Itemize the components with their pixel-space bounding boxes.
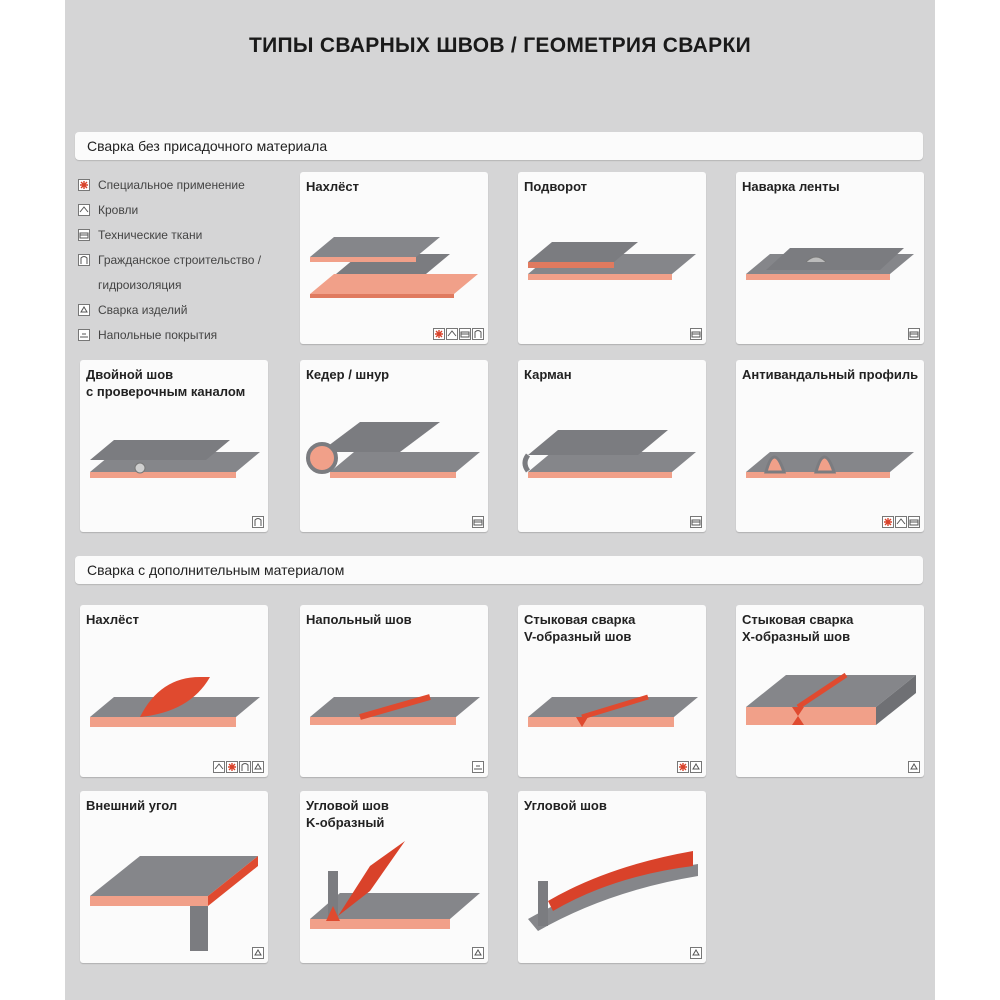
product-icon	[78, 304, 90, 316]
fabric-icon	[78, 229, 90, 241]
card-label: Напольный шов	[306, 612, 412, 627]
application-icons	[690, 328, 702, 340]
card-label: Стыковая сварка X-образный шов	[742, 612, 854, 644]
roof-icon	[78, 204, 90, 216]
product-icon	[690, 947, 702, 959]
double-seam-illustration	[80, 400, 268, 510]
card-tape-welding	[736, 172, 924, 344]
card-label: Кедер / шнур	[306, 367, 390, 382]
fabric-icon	[472, 516, 484, 528]
card-label: Карман	[524, 367, 572, 382]
card-keder	[300, 360, 488, 532]
civil-icon	[78, 254, 90, 266]
fold-illustration	[518, 212, 706, 322]
floor-icon	[472, 761, 484, 773]
legend-item: Технические ткани	[78, 222, 261, 247]
tape-illustration	[736, 212, 924, 322]
floor-seam-illustration	[300, 645, 488, 755]
legend	[78, 172, 261, 347]
fabric-icon	[908, 516, 920, 528]
product-icon	[908, 761, 920, 773]
legend-item: Гражданское строительство /	[78, 247, 261, 272]
legend-item: Напольные покрытия	[78, 322, 261, 347]
special-icon	[78, 179, 90, 191]
card-label: Внешний угол	[86, 798, 178, 813]
legend-item: гидроизоляция	[98, 277, 182, 292]
card-label: Антивандальный профиль	[742, 367, 919, 382]
card-label: Наварка ленты	[742, 179, 840, 194]
application-icons	[472, 761, 484, 773]
application-icons	[690, 947, 702, 959]
card-label: Двойной шов с проверочным каналом	[86, 367, 246, 399]
application-icons	[433, 328, 484, 340]
legend-item: Кровли	[78, 197, 261, 222]
card-outer-corner	[80, 791, 268, 963]
product-icon	[472, 947, 484, 959]
section-header-no-filler	[75, 132, 923, 160]
fabric-icon	[690, 328, 702, 340]
card-label: Угловой шов K-образный	[306, 798, 389, 830]
application-icons	[690, 516, 702, 528]
section-label: Сварка без присадочного материала	[87, 138, 328, 154]
special-icon	[882, 516, 894, 528]
application-icons	[252, 947, 264, 959]
civil-icon	[472, 328, 484, 340]
overlap-illustration	[300, 212, 488, 322]
legend-item: Специальное применение	[78, 172, 261, 197]
overlap-filler-illustration	[80, 645, 268, 755]
card-floor-seam	[300, 605, 488, 777]
card-butt-v	[518, 605, 706, 777]
keder-illustration	[300, 400, 488, 510]
card-label: Угловой шов	[524, 798, 607, 813]
card-anti-vandal	[736, 360, 924, 532]
card-k-seam	[300, 791, 488, 963]
fabric-icon	[690, 516, 702, 528]
card-butt-x	[736, 605, 924, 777]
page-title: ТИПЫ СВАРНЫХ ШВОВ / ГЕОМЕТРИЯ СВАРКИ	[249, 34, 751, 57]
section-label: Сварка с дополнительным материалом	[87, 562, 345, 578]
product-icon	[252, 947, 264, 959]
application-icons	[882, 516, 920, 528]
roof-icon	[895, 516, 907, 528]
card-pocket	[518, 360, 706, 532]
product-icon	[690, 761, 702, 773]
fabric-icon	[459, 328, 471, 340]
application-icons	[908, 328, 920, 340]
roof-icon	[213, 761, 225, 773]
roof-icon	[446, 328, 458, 340]
k-seam-illustration	[300, 831, 488, 951]
application-icons	[472, 947, 484, 959]
floor-icon	[78, 329, 90, 341]
section-header-with-filler	[75, 556, 923, 584]
card-fillet-seam	[518, 791, 706, 963]
card-label: Стыковая сварка V-образный шов	[524, 612, 636, 644]
civil-icon	[239, 761, 251, 773]
card-label: Нахлёст	[86, 612, 139, 627]
butt-v-illustration	[518, 645, 706, 755]
butt-x-illustration	[736, 645, 924, 755]
civil-icon	[252, 516, 264, 528]
fabric-icon	[908, 328, 920, 340]
special-icon	[226, 761, 238, 773]
card-double-seam	[80, 360, 268, 532]
card-overlap	[300, 172, 488, 344]
card-label: Подворот	[524, 179, 588, 194]
card-fold	[518, 172, 706, 344]
special-icon	[677, 761, 689, 773]
pocket-illustration	[518, 400, 706, 510]
application-icons	[213, 761, 264, 773]
fillet-seam-illustration	[518, 831, 706, 951]
card-overlap-filler	[80, 605, 268, 777]
application-icons	[908, 761, 920, 773]
product-icon	[252, 761, 264, 773]
legend-item: Сварка изделий	[78, 297, 261, 322]
application-icons	[677, 761, 702, 773]
anti-vandal-illustration	[736, 400, 924, 510]
application-icons	[252, 516, 264, 528]
outer-corner-illustration	[80, 831, 268, 951]
special-icon	[433, 328, 445, 340]
card-label: Нахлёст	[306, 179, 359, 194]
application-icons	[472, 516, 484, 528]
